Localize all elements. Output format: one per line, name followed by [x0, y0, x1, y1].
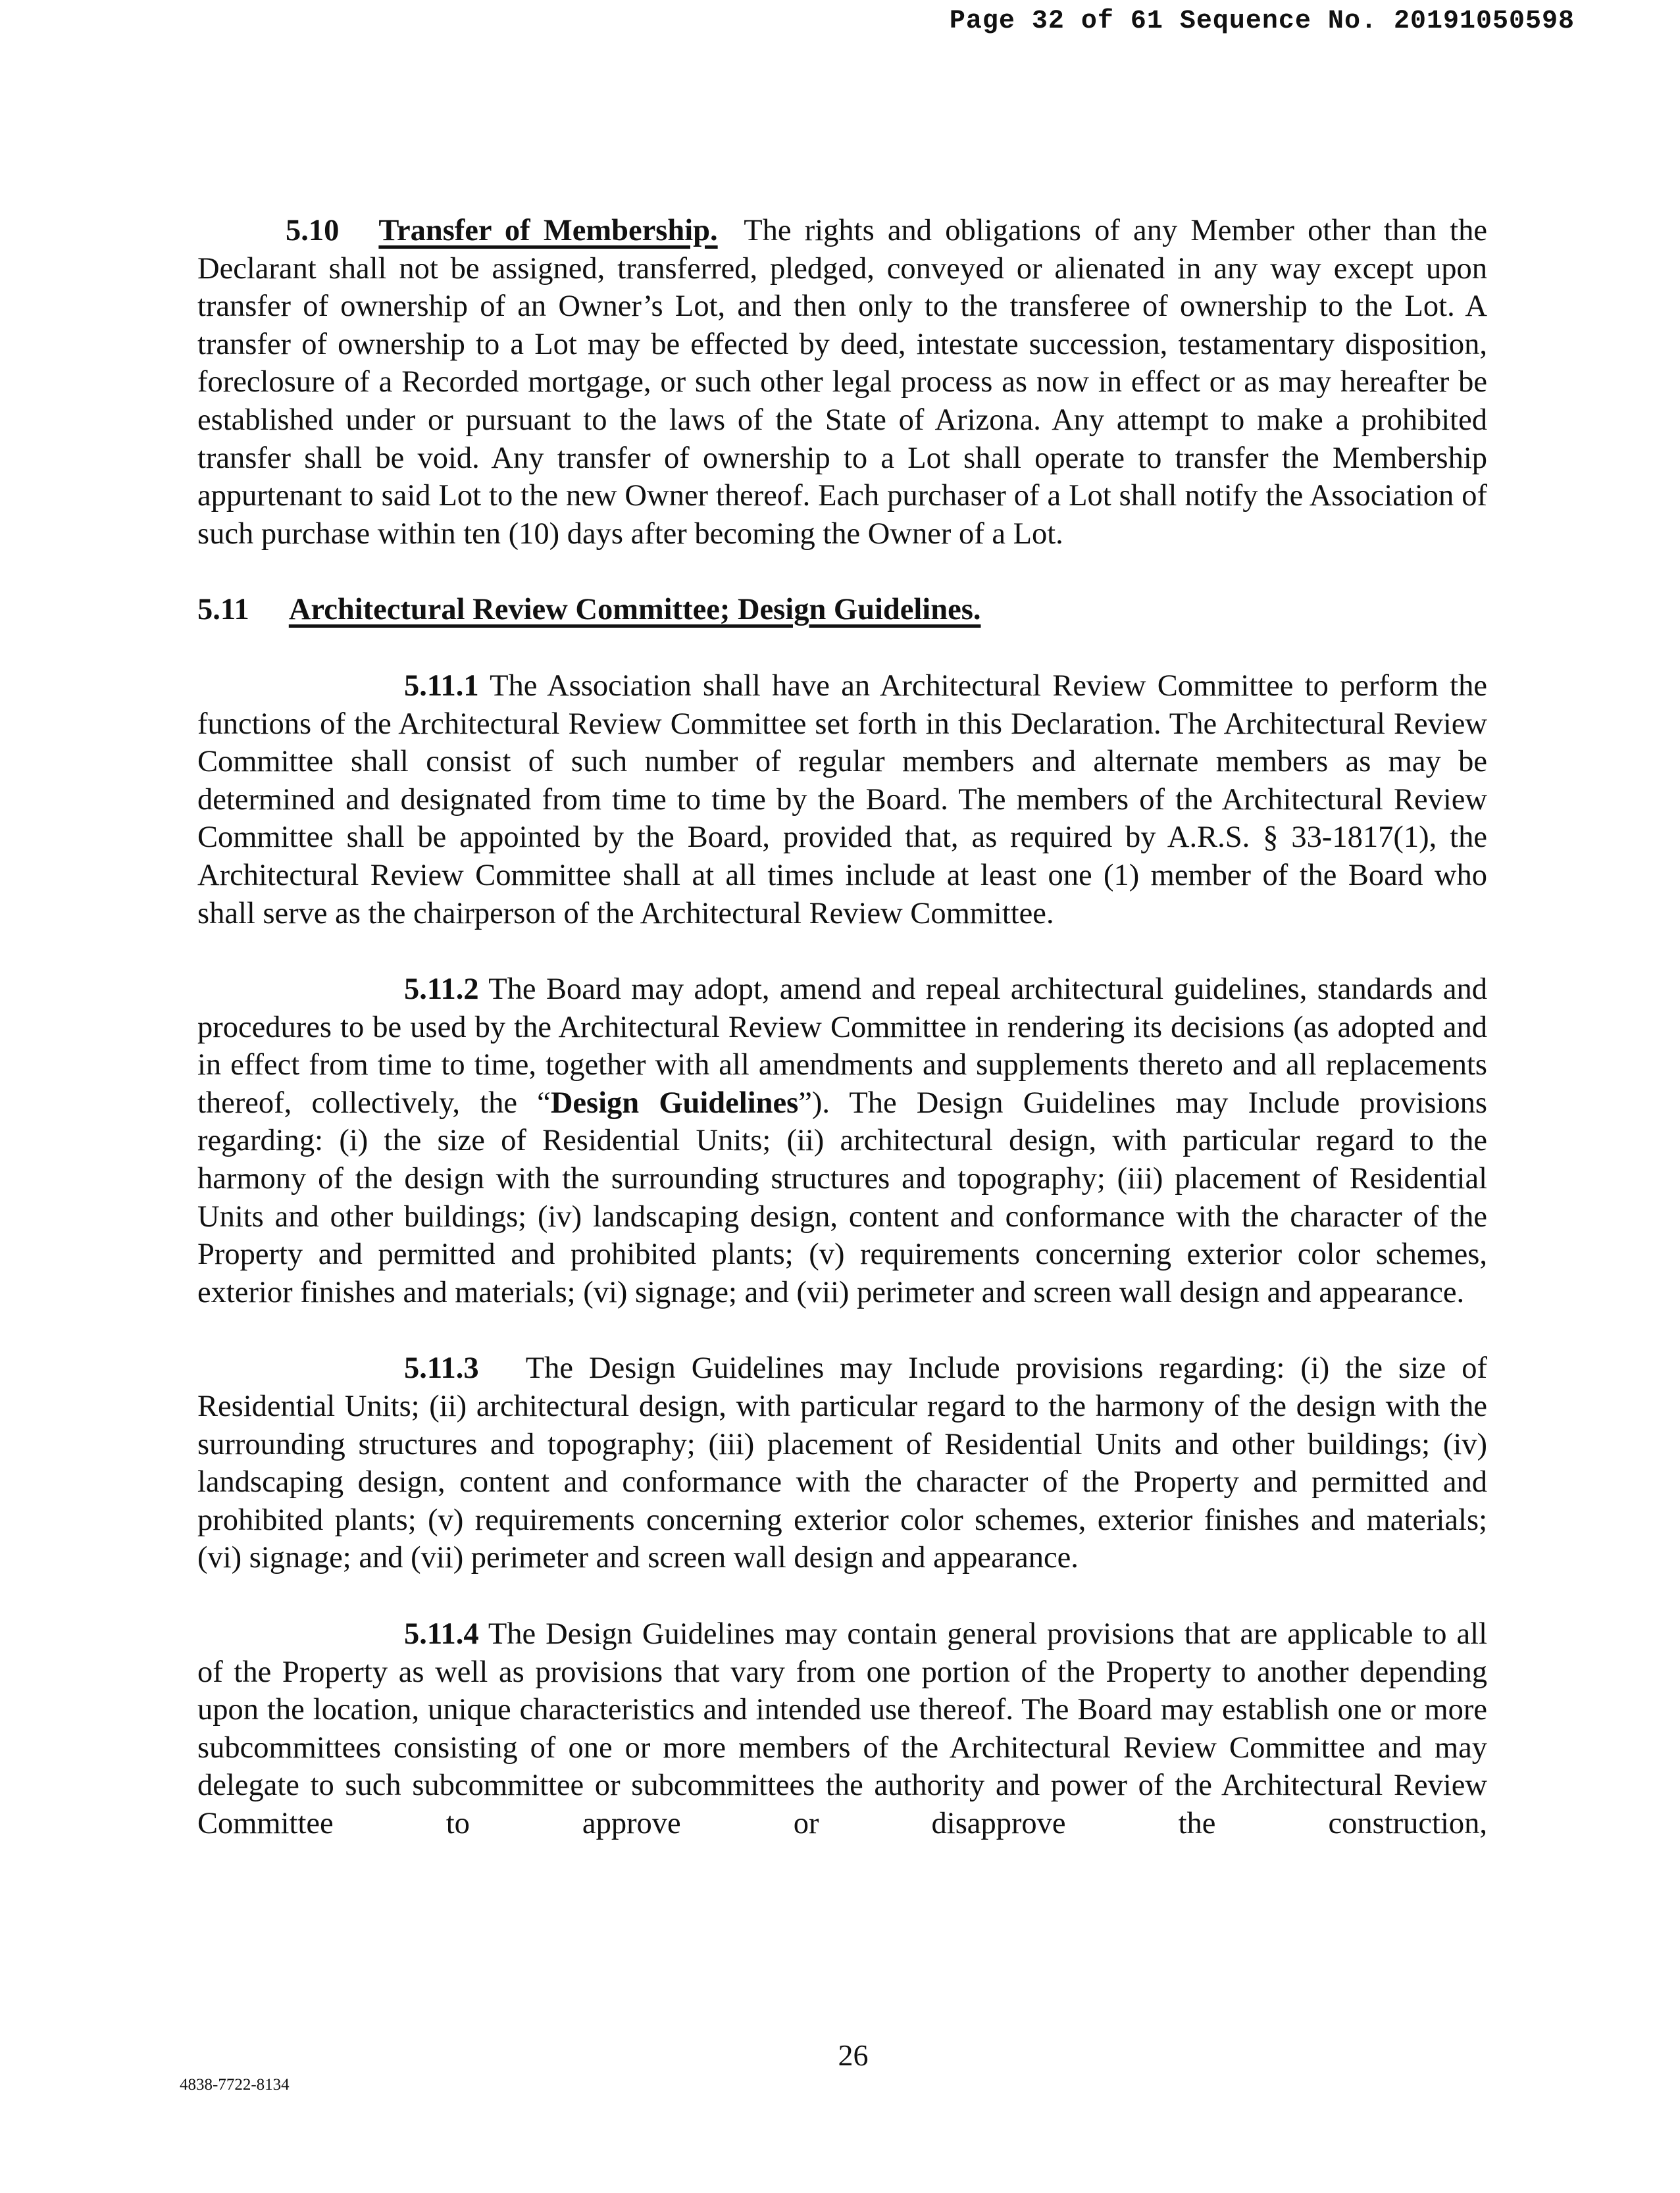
section-5-11-heading — [197, 591, 1487, 629]
section-number: 5.11 — [197, 593, 249, 627]
section-5-11-1 — [197, 667, 1487, 932]
subsection-number: 5.11.1 — [404, 668, 479, 703]
subsection-text: The Design Guidelines may contain general provisions that are applicable to all of the Property as well as provisions that vary from one portion of the Property to another depending upon the location, unique characteristics and intended use thereof. The Board may establish one or more subcommittees consisting of one or more members of the Architectural Review Committee and may delegate to such subcommittee or subcommittees the authority and power of the Architectural Review Committee to approve or disapprove the construction, — [197, 1617, 1487, 1840]
document-id: 4838-7722-8134 — [180, 2076, 290, 2094]
subsection-text-part-1: The Board may adopt, amend and repeal architectural guidelines, standards and procedures to be used by the Architectural Review Committee in rendering its decisions (as adopted and in effect from time to time, together with all amendments and supplements thereto and all replacements thereof, collectively, the “ — [197, 972, 1487, 1120]
subsection-text: The Design Guidelines may Include provisions regarding: (i) the size of Residential Units; (ii) architectural design, with particular regard to the harmony of the design with the surrounding structures and topography; (iii) placement of Residential Units and other buildings; (iv) landscaping design, content and conformance with the character of the Property and permitted and prohibited plants; (v) requirements concerning exterior color schemes, exterior finishes and materials; (vi) signage; and (vii) perimeter and screen wall design and appearance. — [197, 1351, 1487, 1575]
subsection-text: The Association shall have an Architectural Review Committee to perform the functions of the Architectural Review Committee set forth in this Declaration. The Architectural Review Committee shall consist of such number of regular members and alternate members as may be determined and designated from time to time by the Board. The members of the Architectural Review Committee shall be appointed by the Board, provided that, as required by A.R.S. § 33-1817(1), the Architectural Review Committee shall at all times include at least one (1) member of the Board who shall serve as the chairperson of the Architectural Review Committee. — [197, 668, 1487, 930]
subsection-number: 5.11.2 — [404, 972, 479, 1007]
section-number: 5.10 — [286, 214, 340, 247]
section-text: The rights and obligations of any Member other than the Declarant shall not be assigned, transferred, pledged, conveyed or alienated in any way except upon transfer of ownership of an Owner’s Lot, and then only to the transferee of ownership to the Lot. A transfer of ownership to a Lot may be effected by deed, intestate succession, testamentary disposition, foreclosure of a Recorded mortgage, or such other legal process as now in effect or as may hereafter be established under or pursuant to the laws of the State of Arizona. Any attempt to make a prohibited transfer shall be void. Any transfer of ownership to a Lot shall operate to transfer the Membership appurtenant to said Lot to the new Owner thereof. Each purchaser of a Lot shall notify the Association of such purchase within ten (10) days after becoming the Owner of a Lot. — [197, 214, 1487, 551]
document-body — [197, 212, 1487, 1881]
subsection-text-part-2: ”). The Design Guidelines may Include provisions regarding: (i) the size of Residential Units; (ii) architectural design, with particular regard to the harmony of the design with the surrounding structures and topography; (iii) placement of Residential Units and other buildings; (iv) landscaping design, content and conformance with the character of the Property and permitted and prohibited plants; (v) requirements concerning exterior color schemes, exterior finishes and materials; (vi) signage; and (vii) perimeter and screen wall design and appearance. — [197, 1086, 1488, 1309]
section-5-11-3 — [197, 1349, 1487, 1577]
section-5-10 — [197, 212, 1487, 553]
defined-term: Design Guidelines — [550, 1086, 799, 1120]
subsection-number: 5.11.4 — [404, 1617, 479, 1651]
section-5-11-4 — [197, 1615, 1487, 1843]
section-title: Transfer of Membership. — [378, 214, 718, 247]
recording-page-stamp: Page 32 of 61 Sequence No. 20191050598 — [949, 7, 1575, 36]
page-number: 26 — [838, 2038, 869, 2072]
section-title: Architectural Review Committee; Design Guidelines. — [288, 593, 981, 627]
subsection-number: 5.11.3 — [404, 1351, 479, 1386]
section-5-11-2 — [197, 970, 1487, 1311]
